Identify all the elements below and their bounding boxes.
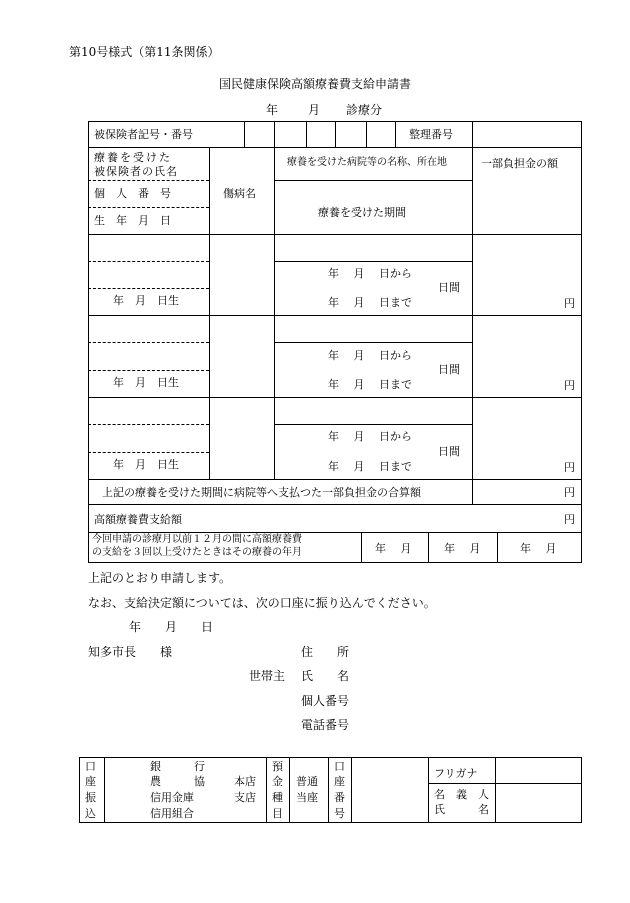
birth-cell: 年 月 日生	[113, 294, 179, 307]
holder-label-1: 名 義 人	[434, 788, 489, 801]
history-cell-2: 年 月	[444, 542, 481, 555]
birth-cell: 年 月 日生	[113, 458, 179, 471]
deposit-type-label-1: 金	[272, 775, 283, 788]
addressee: 知多市長 様	[88, 645, 173, 659]
period-suffix: 診療分	[346, 103, 383, 117]
yen-unit: 円	[564, 379, 575, 392]
branch-main: 本店	[234, 775, 256, 788]
copay-total-yen: 円	[564, 486, 575, 499]
deposit-type-label-3: 目	[272, 807, 283, 820]
period-to: 年 月 日まで	[328, 378, 412, 391]
transfer-label-1: 座	[85, 775, 96, 788]
history-label-2: の支給を３回以上受けたときはその療養の年月	[92, 547, 302, 558]
yen-unit: 円	[564, 297, 575, 310]
history-cell-3: 年 月	[520, 542, 557, 555]
account-number-label-3: 号	[334, 807, 345, 820]
form-number: 第10号様式（第11条関係）	[69, 45, 220, 59]
period-days: 日間	[438, 281, 460, 294]
copay-label: 一部負担金の額	[481, 157, 558, 170]
period-days: 日間	[438, 363, 460, 376]
yen-unit: 円	[564, 461, 575, 474]
address-label: 住 所	[301, 645, 350, 659]
deposit-type-label-2: 種	[272, 791, 283, 804]
period-year: 年	[266, 103, 279, 117]
deposit-ordinary: 普通	[296, 775, 318, 788]
history-label-1: 今回申請の診療月以前１２月の間に高額療養費	[92, 534, 302, 545]
birth-date-label: 生 年 月 日	[94, 214, 171, 227]
phone-label: 電話番号	[301, 718, 350, 732]
period-from: 年 月 日から	[328, 430, 412, 443]
transfer-label-3: 込	[85, 807, 96, 820]
patient-label-2: 被保険者の氏名	[94, 165, 178, 178]
applicant-personal-number-label: 個人番号	[301, 694, 350, 708]
account-number-label-2: 番	[334, 791, 345, 804]
hospital-label: 療養を受けた病院等の名称、所在地	[287, 157, 447, 168]
benefit-yen: 円	[564, 513, 575, 526]
declaration-line-2: なお、支給決定額については、次の口座に振り込んでください。	[88, 596, 436, 610]
branch-sub: 支店	[234, 791, 256, 804]
period-month: 月	[308, 103, 321, 117]
deposit-current: 当座	[296, 791, 318, 804]
disease-label: 傷病名	[223, 187, 256, 200]
history-cell-1: 年 月	[375, 542, 412, 555]
applicant-name-label: 氏 名	[301, 669, 350, 683]
birth-cell: 年 月 日生	[113, 376, 179, 389]
account-number-label-1: 座	[334, 775, 345, 788]
period-from: 年 月 日から	[328, 267, 412, 280]
period-to: 年 月 日まで	[328, 296, 412, 309]
institution-shinkin: 信用金庫	[150, 791, 194, 804]
institution-ja: 農 協	[150, 775, 205, 788]
copay-total-label: 上記の療養を受けた期間に病院等へ支払つた一部負担金の合算額	[102, 486, 421, 499]
period-days: 日間	[438, 445, 460, 458]
declaration-line-1: 上記のとおり申請します。	[88, 571, 232, 585]
furigana-label: フリガナ	[434, 767, 478, 780]
holder-label-2: 氏 名	[434, 803, 489, 816]
patient-label-1: 療養を受けた	[94, 151, 172, 164]
institution-shinkumi: 信用組合	[150, 807, 194, 820]
period-from: 年 月 日から	[328, 349, 412, 362]
transfer-label-2: 振	[85, 791, 96, 804]
deposit-type-label-0: 預	[272, 760, 283, 773]
period-label: 療養を受けた期間	[318, 206, 406, 219]
declaration-date: 年 月 日	[129, 620, 214, 634]
transfer-label-0: 口	[85, 760, 96, 773]
householder-label: 世帯主	[249, 669, 286, 683]
benefit-label: 高額療養費支給額	[94, 513, 182, 526]
period-to: 年 月 日まで	[328, 460, 412, 473]
ref-number-label: 整理番号	[409, 128, 453, 141]
personal-number-label: 個 人 番 号	[94, 187, 171, 200]
form-title: 国民健康保険高額療養費支給申請書	[219, 77, 412, 91]
institution-bank: 銀 行	[150, 760, 205, 773]
account-number-label-0: 口	[334, 760, 345, 773]
insured-number-label: 被保険者記号・番号	[94, 128, 193, 141]
